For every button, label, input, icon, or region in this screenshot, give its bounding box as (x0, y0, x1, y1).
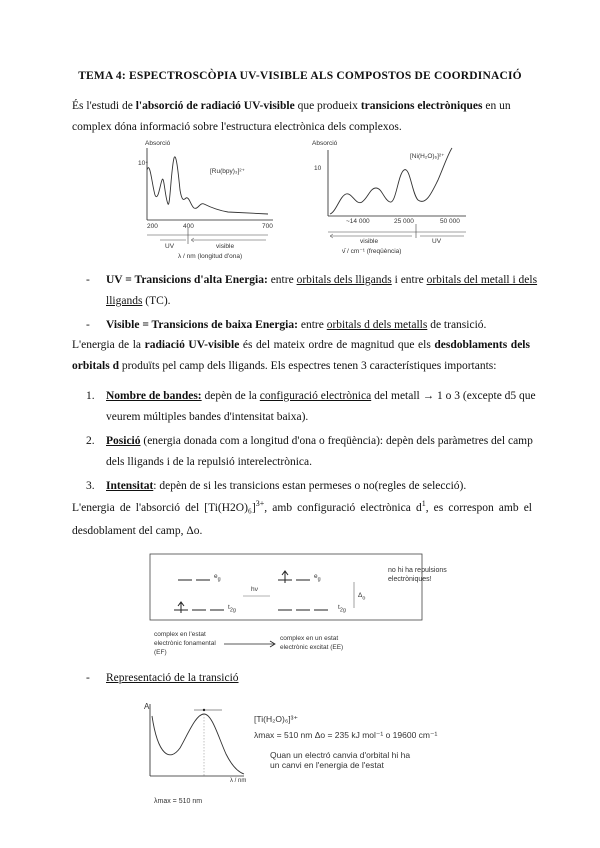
fig2-tick-0: ~14 000 (346, 218, 370, 225)
intro-bold-2: transicions electròniques (360, 100, 483, 112)
para2-bold-1: radiació UV-visible (144, 339, 240, 351)
paragraph-energy (72, 335, 530, 377)
fig4-note: Quan un electró canvia d'orbital hi ha un canvi en l'energia de l'estat (270, 750, 411, 770)
fig1-band-uv: UV (165, 243, 175, 250)
visible-text-1: entre (297, 319, 327, 331)
absorption-band-figure (144, 696, 474, 816)
t2g-symbol-2: t (338, 604, 340, 611)
intro-text-3: en un complex dóna informació sobre l'estructura electrònica dels complexos. (72, 100, 511, 133)
intro-text-1: És l'estudi de (72, 100, 136, 112)
feature-num-1: 1. (86, 390, 95, 402)
delta-symbol: Δ (358, 592, 363, 599)
fig2-title: Absorció (312, 140, 338, 147)
paragraph-ti (72, 492, 532, 543)
eg-sub-2: g (317, 576, 321, 583)
list-item: - UV = Transicions d'alta Energia: entre orbitals dels lligands i entre orbitals del metall i dels lligands (TC). (86, 274, 538, 307)
list-item (72, 386, 542, 428)
fig2-band-uv: UV (432, 238, 442, 245)
feature-underline-1: configuració electrònica (259, 390, 372, 402)
uv-underline-2: orbitals del metall i dels lligands (106, 274, 538, 307)
uv-underline-1: orbitals dels lligands (296, 274, 392, 286)
para2-text-1: L'energia de la (72, 339, 145, 351)
ground-t2g-label (228, 604, 236, 613)
ground-eg-label (214, 573, 221, 582)
spectrum-ru-bpy (138, 140, 278, 265)
fig4-yaxis: A (144, 702, 150, 711)
fig1-complex: [Ru(bpy)₃]²⁺ (210, 168, 245, 175)
list-item: - Visible = Transicions de baixa Energia: entre orbitals d dels metalls de transició. (86, 319, 487, 331)
ti-formula: [Ti(H2O)₆] (204, 501, 256, 514)
fig2-band-visible: visible (360, 238, 379, 245)
list-item (72, 431, 542, 473)
excited-state-label: complex en un estat electrònic excitat (EE) (280, 635, 344, 651)
no-repulsion-note: no hi ha repulsions electròniques! (388, 567, 447, 583)
spectrum-ru-bpy-plot (138, 140, 278, 265)
fig4-complex: [Ti(H₂O)₆]³⁺ (254, 714, 298, 724)
para3-text-2: , amb configuració electrònica (264, 501, 416, 514)
fig1-tick-1: 400 (183, 223, 194, 230)
para2-text-3: produïts pel camp dels lligands. Els espectres tenen 3 característiques importants: (118, 360, 497, 372)
feature-num-3: 3. (86, 480, 95, 492)
fig2-ytick: 10 (314, 165, 322, 172)
hnu-label: hν (251, 586, 258, 593)
ti-charge: 3+ (255, 499, 265, 508)
fig4-lambda-max-bottom: λmax = 510 nm (154, 798, 203, 805)
uv-text-3: (TC). (142, 295, 171, 307)
delta-sub: o (362, 595, 366, 602)
spectrum-ni-h2o (306, 140, 471, 265)
fig2-tick-2: 50 000 (440, 218, 460, 225)
feature-head-3: Intensitat (106, 480, 154, 492)
absorption-band-plot (144, 696, 254, 791)
visible-underline-1: orbitals d dels metalls (326, 319, 428, 331)
representation-label: Representació de la transició (106, 672, 239, 684)
t2g-sub-2: 2g (339, 607, 346, 614)
fig4-xaxis: λ / nm (230, 778, 247, 784)
ground-state-label: complex en l'estat electrònic fonamental (EF) (154, 631, 216, 656)
eg-symbol-2: e (314, 573, 318, 580)
t2g-sub: 2g (229, 607, 236, 614)
visible-heading: Visible = Transicions de baixa Energia: (106, 319, 298, 331)
feature-text-1b: del metall → 1 o 3 (excepte d5 que veurem múltiples bandes d'intensitat baixa). (106, 390, 536, 423)
para3-text-1: L'energia de l'absorció del (72, 501, 205, 514)
fig2-xlabel: ν̄ / cm⁻¹ (freqüència) (342, 248, 402, 255)
list-item: - Representació de la transició (86, 672, 239, 684)
fig1-ytick: 10⁴ (138, 160, 149, 167)
fig1-title: Absorció (145, 140, 171, 147)
feature-head-2: Posició (106, 435, 141, 447)
uv-text-1: entre (267, 274, 297, 286)
fig1-band-visible: visible (216, 243, 235, 250)
fig1-xlabel: λ / nm (longitud d'ona) (178, 253, 243, 260)
fig2-complex: [Ni(H₂O)₆]²⁺ (410, 153, 445, 160)
intro-paragraph (72, 96, 532, 138)
ti-config: d (415, 501, 422, 514)
uv-text-2: i entre (391, 274, 427, 286)
para2-bold-2: desdoblaments dels orbitals d (72, 339, 530, 372)
feature-num-2: 2. (86, 435, 95, 447)
para2-text-2: és del mateix ordre de magnitud que els (239, 339, 435, 351)
feature-text-3: : depèn de si les transicions estan permeses o no(regles de selecció). (153, 480, 467, 492)
representation-heading (72, 668, 472, 689)
excited-eg-label (314, 573, 321, 582)
feature-text-1a: depèn de la (201, 390, 260, 402)
intro-bold-1: l'absorció de radiació UV-visible (135, 100, 295, 112)
uv-heading: UV = Transicions d'alta Energia: (106, 274, 268, 286)
fig1-tick-2: 700 (262, 223, 273, 230)
fig2-tick-1: 25 000 (394, 218, 414, 225)
features-list (72, 386, 542, 497)
eg-sub: g (217, 576, 221, 583)
intro-text-2: que produeix (294, 100, 361, 112)
eg-symbol: e (214, 573, 218, 580)
uv-visible-list (72, 270, 542, 336)
feature-head-1: Nombre de bandes: (106, 390, 202, 402)
visible-text-2: de transició. (427, 319, 487, 331)
excited-t2g-label (338, 604, 346, 613)
feature-text-2: (energia donada com a longitud d'ona o freqüència): depèn dels paràmetres del camp dels lligands i de la repulsió interelectrònica. (106, 435, 533, 468)
delta-o-label (358, 592, 365, 601)
t2g-symbol: t (228, 604, 230, 611)
para3-text-3: , es correspon amb el desdoblament del camp, Δo. (72, 501, 532, 537)
splitting-diagram (148, 552, 448, 662)
fig4-lambda-max-delta: λmax = 510 nm Δo = 235 kJ mol⁻¹ o 19600 cm⁻¹ (254, 730, 438, 740)
ti-config-sup: 1 (421, 499, 426, 508)
page-title: TEMA 4: ESPECTROSCÒPIA UV-VISIBLE ALS COMPOSTOS DE COORDINACIÓ (78, 70, 522, 82)
fig1-tick-0: 200 (147, 223, 158, 230)
